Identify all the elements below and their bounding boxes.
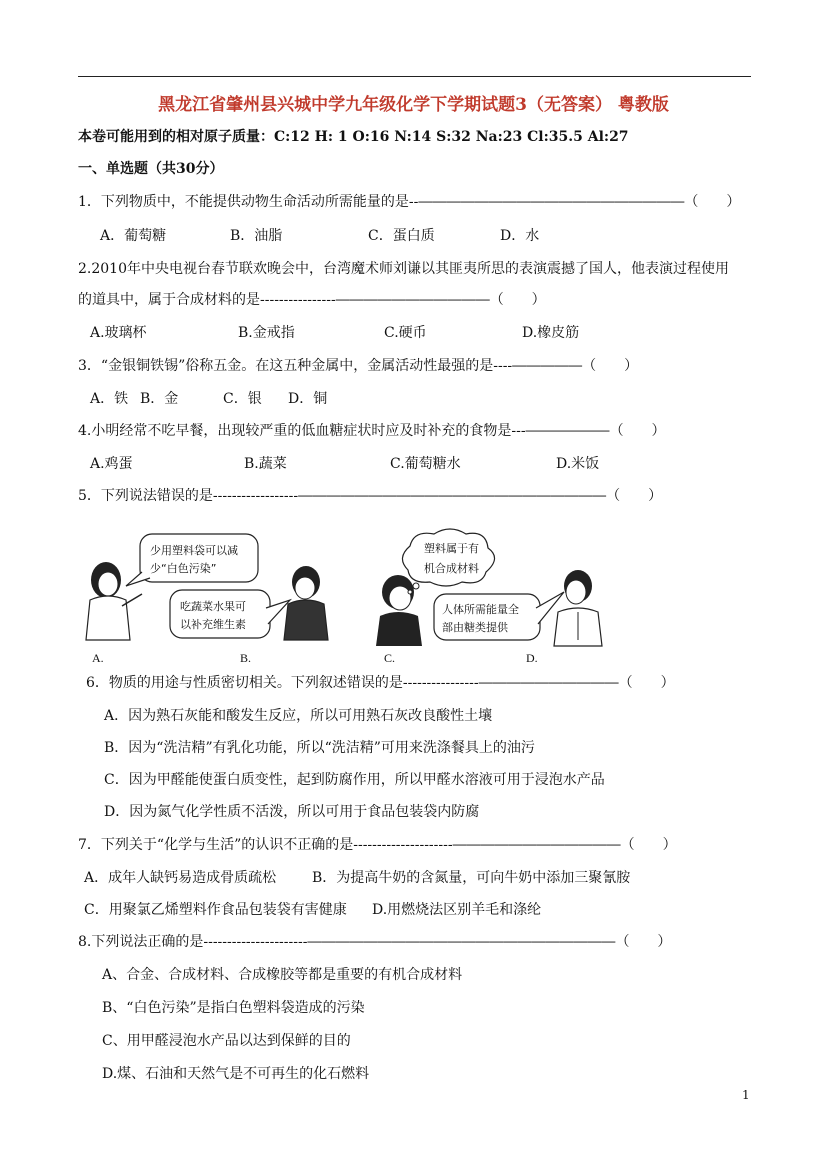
q1-option-c: C．蛋白质 bbox=[368, 228, 435, 244]
bubble-a-line1: 少用塑料袋可以减 bbox=[150, 544, 238, 557]
q4-option-a: A.鸡蛋 bbox=[90, 456, 133, 472]
bubble-b-line2: 以补充维生素 bbox=[180, 618, 246, 631]
answer-paren: （ ） bbox=[606, 488, 663, 504]
answer-paren: （ ） bbox=[489, 292, 546, 308]
speech-bubble-d bbox=[434, 592, 564, 640]
q7-option-a: A．成年人缺钙易造成骨质疏松 bbox=[84, 870, 277, 886]
q7-option-b: B．为提高牛奶的含氮量，可向牛奶中添加三聚氰胺 bbox=[312, 870, 631, 886]
answer-blank: ------------------―――――――――――――――――――――― bbox=[212, 488, 607, 504]
answer-paren: （ ） bbox=[582, 358, 639, 374]
q1-option-a: A．葡萄糖 bbox=[100, 228, 167, 244]
answer-blank: ---------------------―――――――――――― bbox=[353, 837, 621, 853]
q6-option-a: A．因为熟石灰能和酸发生反应，所以可用熟石灰改良酸性土壤 bbox=[104, 708, 493, 724]
answer-blank: --――――――――――――――――――― bbox=[408, 194, 685, 210]
question-stem: 3．“金银铜铁锡”俗称五金。在这五种金属中，金属活动性最强的是 bbox=[78, 358, 494, 374]
q3-option-b: B．金 bbox=[140, 391, 179, 407]
answer-paren: （ ） bbox=[620, 837, 677, 853]
question-stem: 的道具中，属于合成材料的是 bbox=[78, 292, 260, 308]
q2-option-a: A.玻璃杯 bbox=[90, 325, 147, 341]
q1-option-d: D．水 bbox=[500, 228, 540, 244]
cartoon-label-d: D. bbox=[526, 651, 538, 665]
thought-bubble-c bbox=[402, 529, 494, 594]
question-stem: 8.下列说法正确的是 bbox=[78, 934, 204, 950]
bubble-d-line1: 人体所需能量全 bbox=[442, 603, 519, 616]
q7-option-c: C．用聚氯乙烯塑料作食品包装袋有害健康 bbox=[84, 902, 347, 918]
answer-blank: ----――――― bbox=[493, 358, 583, 374]
q3-option-a: A．铁 bbox=[90, 391, 129, 407]
q4-option-b: B.蔬菜 bbox=[244, 456, 287, 472]
question-3 bbox=[78, 356, 638, 376]
q5-cartoon-figure bbox=[78, 528, 678, 668]
q3-option-d: D．铜 bbox=[288, 391, 328, 407]
q8-option-b: B、“白色污染”是指白色塑料袋造成的污染 bbox=[102, 1000, 365, 1016]
question-stem: 7．下列关于“化学与生活”的认识不正确的是 bbox=[78, 837, 354, 853]
q6-option-c: C．因为甲醛能使蛋白质变性，起到防腐作用，所以甲醛水溶液可用于浸泡水产品 bbox=[104, 772, 605, 788]
answer-blank: ----------------------―――――――――――――――――――――― bbox=[203, 934, 616, 950]
question-8 bbox=[78, 932, 671, 952]
q2-option-c: C.硬币 bbox=[384, 325, 427, 341]
question-2-line2 bbox=[78, 290, 546, 310]
q1-option-b: B．油脂 bbox=[230, 228, 283, 244]
cartoon-person-d bbox=[554, 570, 602, 646]
question-4 bbox=[78, 421, 666, 441]
bubble-a-line2: 少“白色污染” bbox=[150, 562, 217, 575]
question-stem: 1．下列物质中，不能提供动物生命活动所需能量的是 bbox=[78, 194, 409, 210]
section-heading: 一、单选题（共30分） bbox=[78, 161, 224, 177]
q8-option-d: D.煤、石油和天然气是不可再生的化石燃料 bbox=[102, 1066, 370, 1082]
q2-option-b: B.金戒指 bbox=[238, 325, 295, 341]
bubble-b-line1: 吃蔬菜水果可 bbox=[180, 600, 246, 613]
question-1 bbox=[78, 192, 740, 212]
q3-option-c: C．银 bbox=[223, 391, 262, 407]
answer-paren: （ ） bbox=[684, 194, 741, 210]
answer-blank: ----------------――――――――――― bbox=[260, 292, 490, 308]
q6-option-b: B．因为“洗洁精”有乳化功能，所以“洗洁精”可用来洗涤餐具上的油污 bbox=[104, 740, 535, 756]
answer-paren: （ ） bbox=[609, 423, 666, 439]
question-stem: 4.小明经常不吃早餐，出现较严重的低血糖症状时应及时补充的食物是 bbox=[78, 423, 512, 439]
q8-option-c: C、用甲醛浸泡水产品以达到保鲜的目的 bbox=[102, 1033, 351, 1049]
cartoon-label-c: C. bbox=[384, 651, 396, 665]
question-stem: 6．物质的用途与性质密切相关。下列叙述错误的是 bbox=[86, 675, 403, 691]
q6-option-d: D．因为氮气化学性质不活泼，所以可用于食品包装袋内防腐 bbox=[104, 804, 480, 820]
bubble-c-line1: 塑料属于有 bbox=[424, 542, 479, 555]
speech-bubble-b bbox=[170, 590, 290, 638]
q2-option-d: D.橡皮筋 bbox=[522, 325, 580, 341]
atomic-masses: 本卷可能用到的相对原子质量：C:12 H: 1 O:16 N:14 S:32 Na:23 Cl:35.5 Al:27 bbox=[78, 129, 629, 145]
answer-paren: （ ） bbox=[615, 934, 672, 950]
q8-option-a: A、合金、合成材料、合成橡胶等都是重要的有机合成材料 bbox=[102, 967, 463, 983]
answer-blank: ----------------―――――――――― bbox=[402, 675, 619, 691]
q4-option-d: D.米饭 bbox=[556, 456, 600, 472]
bubble-d-line2: 部由糖类提供 bbox=[442, 621, 508, 634]
question-7 bbox=[78, 835, 677, 855]
cartoon-person-a bbox=[86, 562, 142, 640]
speech-bubble-a bbox=[126, 534, 258, 586]
header-rule bbox=[78, 76, 751, 77]
question-5 bbox=[78, 486, 662, 506]
q4-option-c: C.葡萄糖水 bbox=[390, 456, 461, 472]
bubble-c-line2: 机合成材料 bbox=[424, 562, 479, 575]
answer-blank: ---―――――― bbox=[511, 423, 610, 439]
cartoon-label-b: B. bbox=[240, 651, 252, 665]
page-number: 1 bbox=[742, 1088, 750, 1102]
q7-option-d: D.用燃烧法区别羊毛和涤纶 bbox=[372, 902, 542, 918]
answer-paren: （ ） bbox=[618, 675, 675, 691]
question-2-line1: 2.2010年中央电视台春节联欢晚会中，台湾魔术师刘谦以其匪夷所思的表演震撼了国人，他表演过程使用 bbox=[78, 261, 729, 277]
cartoon-person-b bbox=[284, 566, 328, 640]
page-title: 黑龙江省肇州县兴城中学九年级化学下学期试题3（无答案） 粤教版 bbox=[158, 95, 669, 115]
cartoon-label-a: A. bbox=[92, 651, 104, 665]
question-6 bbox=[86, 673, 675, 693]
question-stem: 5．下列说法错误的是 bbox=[78, 488, 213, 504]
